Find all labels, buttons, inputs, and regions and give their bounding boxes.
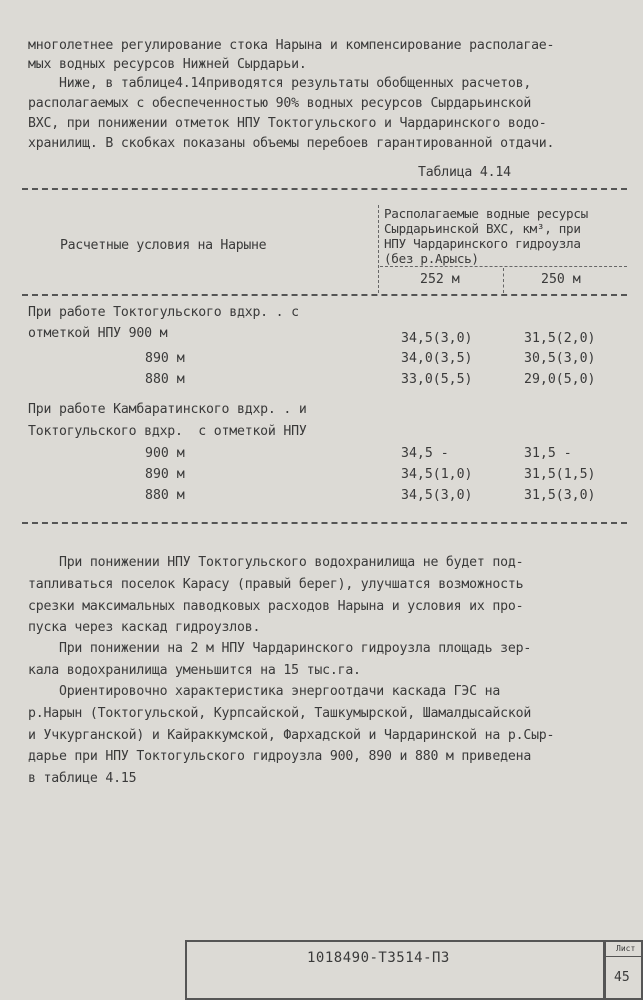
sheet-number: 45 [614, 970, 630, 985]
col-header-rule [380, 266, 627, 267]
intro-line-4: располагаемых с обеспеченностью 90% водных ресурсов Сырдарьинской [28, 96, 532, 111]
outro-line-2: тапливаться поселок Карасу (правый берег), улучшатся возможность [28, 577, 524, 592]
col-header-line-3: НПУ Чардаринского гидроузла [384, 236, 581, 251]
sheet-label: Лист [616, 944, 636, 953]
outro-line-10: дарье при НПУ Токтогульского гидроузла 900, 890 и 880 м приведена [28, 749, 532, 764]
table-caption: Таблица 4.14 [418, 165, 511, 180]
outro-line-6: кала водохранилища уменьшится на 15 тыс.га. [28, 663, 361, 678]
row-label: 890 м [145, 351, 185, 366]
intro-line-1: многолетнее регулирование стока Нарына и компенсирование располагае- [28, 38, 555, 53]
cell-250: 31,5(3,0) [524, 488, 596, 503]
table-column-divider [378, 205, 379, 293]
outro-line-11: в таблице 4.15 [28, 771, 137, 786]
intro-line-2: мых водных ресурсов Нижней Сырдарьи. [28, 57, 307, 72]
outro-line-9: и Учкурганской) и Кайраккумской, Фархадской и Чардаринской на р.Сыр- [28, 728, 555, 743]
cell-250: 31,5(1,5) [524, 467, 596, 482]
table-bottom-rule [22, 522, 627, 524]
row-label: 900 м [145, 446, 185, 461]
outro-line-7: Ориентировочно характеристика энергоотдачи каскада ГЭС на [28, 684, 501, 699]
cell-252: 34,0(3,5) [401, 351, 473, 366]
cell-252: 33,0(5,5) [401, 372, 473, 387]
outro-line-3: срезки максимальных паводковых расходов Нарына и условия их про- [28, 599, 524, 614]
cell-252: 34,5(3,0) [401, 488, 473, 503]
cell-250: 31,5(2,0) [524, 331, 596, 346]
group2-title-line-1: При работе Камбаратинского вдхр. . и [28, 402, 307, 417]
group1-title-line-2: отметкой НПУ 900 м [28, 326, 168, 341]
cell-250: 31,5 - [524, 446, 572, 461]
cell-252: 34,5(3,0) [401, 331, 473, 346]
row-label: 880 м [145, 488, 185, 503]
document-code: 1018490-Т3514-П3 [307, 950, 450, 966]
col-header-line-1: Располагаемые водные ресурсы [384, 206, 588, 221]
title-block [185, 940, 605, 1000]
table-top-rule [22, 188, 627, 190]
intro-line-3: Ниже, в таблице4.14приводятся результаты обобщенных расчетов, [28, 76, 532, 91]
group2-title-line-2: Токтогульского вдхр. с отметкой НПУ [28, 424, 307, 439]
cell-252: 34,5 - [401, 446, 449, 461]
group1-title-line-1: При работе Токтогульского вдхр. . с [28, 305, 299, 320]
cell-250: 30,5(3,0) [524, 351, 596, 366]
outro-line-5: При понижении на 2 м НПУ Чардаринского гидроузла площадь зер- [28, 641, 532, 656]
sheet-box-divider [606, 956, 641, 957]
row-label: 890 м [145, 467, 185, 482]
row-label: 880 м [145, 372, 185, 387]
col-header-line-4: (без р.Арысь) [384, 251, 479, 266]
col-label-252: 252 м [420, 272, 460, 287]
sheet-number-box [604, 940, 643, 1000]
outro-line-4: пуска через каскад гидроузлов. [28, 620, 261, 635]
intro-line-6: хранилищ. В скобках показаны объемы перебоев гарантированной отдачи. [28, 136, 555, 151]
table-header-rule [22, 294, 627, 296]
intro-line-5: ВХС, при понижении отметок НПУ Токтогульского и Чардаринского водо- [28, 116, 547, 131]
outro-line-1: При понижении НПУ Токтогульского водохранилища не будет под- [28, 555, 524, 570]
table-subcolumn-divider [503, 268, 504, 293]
row-header: Расчетные условия на Нарыне [60, 238, 267, 253]
col-label-250: 250 м [541, 272, 581, 287]
col-header-line-2: Сырдарьинской ВХС, км³, при [384, 221, 581, 236]
cell-250: 29,0(5,0) [524, 372, 596, 387]
cell-252: 34,5(1,0) [401, 467, 473, 482]
outro-line-8: р.Нарын (Токтогульской, Курпсайской, Ташкумырской, Шамалдысайской [28, 706, 532, 721]
